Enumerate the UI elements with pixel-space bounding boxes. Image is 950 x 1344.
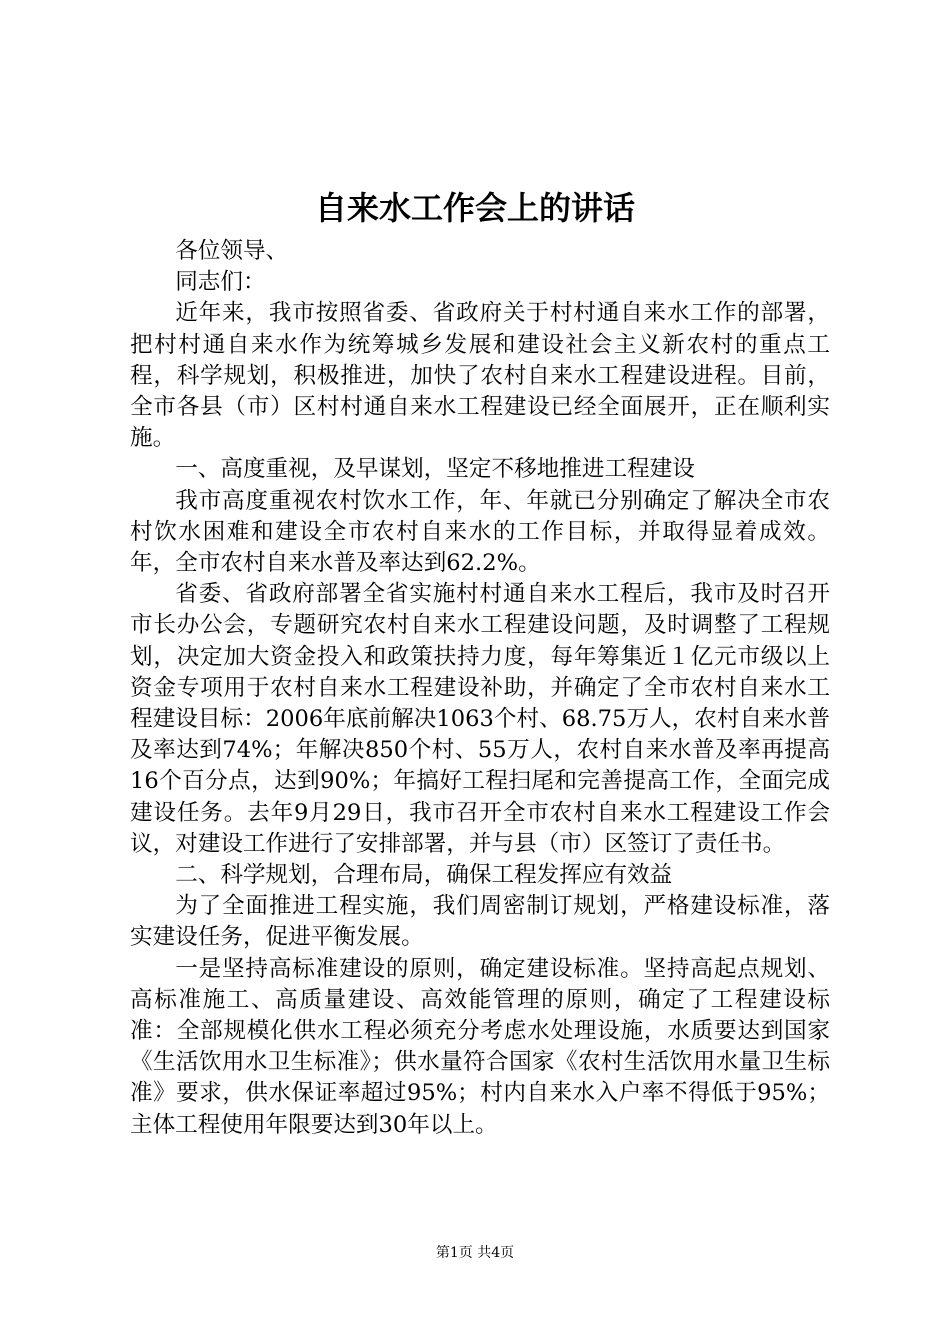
body-paragraph: 省委、省政府部署全省实施村村通自来水工程后，我市及时召开市长办公会，专题研究农村自来水工程建设问题，及时调整了工程规划，决定加大资金投入和政策扶持力度，每年筹集近１亿元市级以上资金专项用于农村自来水工程建设补助，并确定了全市农村自来水工程建设目标：2006年底前解决1063个村、68.75万人，农村自来水普及率达到74%；年解决850个村、55万人，农村自来水普及率再提高16个百分点，达到90%；年搞好工程扫尾和完善提高工作，全面完成建设任务。去年9月29日，我市召开全市农村自来水工程建设工作会议，对建设工作进行了安排部署，并与县（市）区签订了责任书。 xyxy=(130,581,830,857)
body-paragraph: 近年来，我市按照省委、省政府关于村村通自来水工作的部署，把村村通自来水作为统筹城乡发展和建设社会主义新农村的重点工程，科学规划，积极推进，加快了农村自来水工程建设进程。目前，全市各县（市）区村村通自来水工程建设已经全面展开，正在顺利实施。 xyxy=(130,300,830,452)
section-heading: 二、科学规划，合理布局，确保工程发挥应有效益 xyxy=(175,862,673,889)
page-footer: 第1页 共4页 xyxy=(435,1245,515,1261)
document-body xyxy=(130,236,830,1141)
salutation-line: 同志们： xyxy=(175,269,266,296)
document-title: 自来水工作会上的讲话 xyxy=(314,189,635,227)
body-paragraph: 一是坚持高标准建设的原则，确定建设标准。坚持高起点规划、高标准施工、高质量建设、高效能管理的原则，确定了工程建设标准：全部规模化供水工程必须充分考虑水处理设施，水质要达到国家《生活饮用水卫生标准》；供水量符合国家《农村生活饮用水量卫生标准》要求，供水保证率超过95%；村内自来水入户率不得低于95%；主体工程使用年限要达到30年以上。 xyxy=(130,955,830,1138)
body-paragraph: 为了全面推进工程实施，我们周密制订规划，严格建设标准，落实建设任务，促进平衡发展。 xyxy=(130,893,830,951)
section-heading: 一、高度重视，及早谋划，坚定不移地推进工程建设 xyxy=(175,456,695,483)
body-paragraph: 我市高度重视农村饮水工作，年、年就已分别确定了解决全市农村饮水困难和建设全市农村自来水的工作目标，并取得显着成效。年，全市农村自来水普及率达到62.2%。 xyxy=(130,487,830,577)
salutation-line: 各位领导、 xyxy=(175,238,289,264)
